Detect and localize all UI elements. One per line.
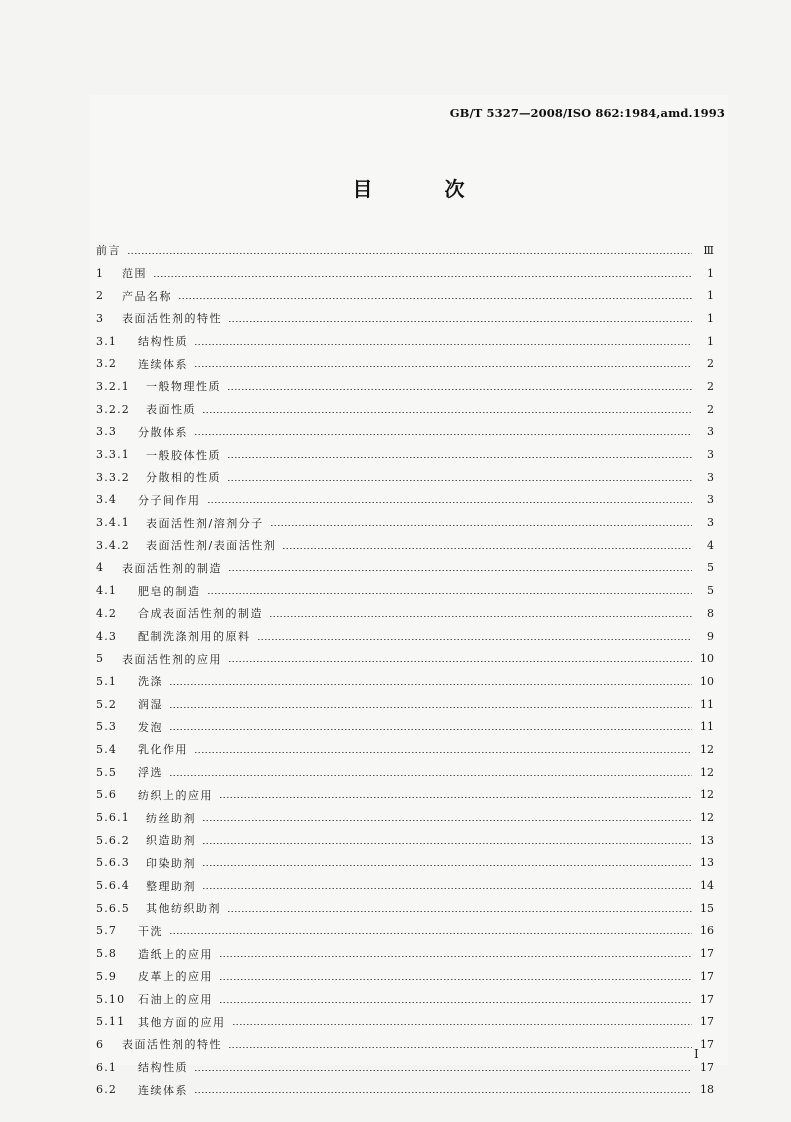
toc-entry-page: 17	[700, 1037, 714, 1051]
toc-entry[interactable]	[96, 784, 714, 807]
toc-entry-title: 发泡	[138, 720, 163, 734]
toc-entry-page: 10	[700, 674, 714, 688]
toc-entry-number: 3	[96, 311, 105, 325]
toc-entry-page: 3	[707, 493, 714, 507]
toc-entry-number: 5.1	[96, 674, 118, 688]
toc-entry[interactable]	[96, 534, 714, 557]
toc-entry-title: 前言	[96, 244, 121, 258]
toc-entry-title: 表面活性剂的特性	[122, 312, 222, 326]
toc-entry-number: 4.3	[96, 629, 118, 643]
toc-entry-page: Ⅲ	[703, 243, 714, 257]
dot-leader	[227, 389, 692, 390]
toc-entry-page: 11	[700, 697, 714, 711]
toc-entry-page: 17	[700, 947, 714, 961]
toc-entry[interactable]	[96, 511, 714, 534]
toc-entry[interactable]	[96, 1078, 714, 1101]
toc-entry[interactable]	[96, 965, 714, 988]
toc-entry[interactable]	[96, 738, 714, 761]
toc-entry[interactable]	[96, 398, 714, 421]
dot-leader	[227, 911, 692, 912]
toc-entry-page: 12	[700, 788, 714, 802]
toc-entry[interactable]	[96, 920, 714, 943]
dot-leader	[202, 843, 692, 844]
toc-entry[interactable]	[96, 602, 714, 625]
toc-entry[interactable]	[96, 988, 714, 1011]
toc-entry-number: 3.4.2	[96, 538, 130, 552]
toc-entry-page: 4	[707, 538, 714, 552]
toc-entry-page: 1	[707, 311, 714, 325]
toc-entry-number: 3.4.1	[96, 516, 130, 530]
toc-entry-page: 18	[700, 1083, 714, 1097]
toc-entry-title: 产品名称	[122, 289, 172, 303]
toc-entry-number: 6	[96, 1037, 105, 1051]
toc-entry-page: 1	[707, 266, 714, 280]
toc-entry-page: 5	[707, 561, 714, 575]
toc-entry-title: 表面活性剂/表面活性剂	[146, 539, 277, 553]
toc-entry-number: 5.4	[96, 742, 118, 756]
toc-entry-title: 纺丝助剂	[146, 811, 196, 825]
toc-entry-page: 3	[707, 470, 714, 484]
toc-entry-title: 一般胶体性质	[146, 448, 221, 462]
dot-leader	[228, 570, 692, 571]
toc-entry-page: 15	[700, 901, 714, 915]
toc-entry-number: 3.4	[96, 493, 118, 507]
toc-entry-title: 结构性质	[138, 1061, 188, 1075]
toc-entry-page: 1	[707, 289, 714, 303]
dot-leader	[202, 888, 692, 889]
toc-entry[interactable]	[96, 262, 714, 285]
toc-entry-title: 表面性质	[146, 403, 196, 417]
toc-entry[interactable]	[96, 829, 714, 852]
toc-entry-number: 5.8	[96, 947, 118, 961]
toc-entry-title: 浮选	[138, 766, 163, 780]
toc-entry-number: 5.2	[96, 697, 118, 711]
toc-entry-page: 17	[700, 992, 714, 1006]
toc-entry-title: 连续体系	[138, 357, 188, 371]
toc-entry-page: 5	[707, 584, 714, 598]
toc-entry-title: 肥皂的制造	[138, 584, 201, 598]
toc-entry[interactable]	[96, 352, 714, 375]
dot-leader	[194, 1070, 692, 1071]
toc-entry-page: 2	[707, 379, 714, 393]
toc-entry-number: 2	[96, 289, 105, 303]
toc-entry-number: 6.2	[96, 1083, 118, 1097]
toc-entry[interactable]	[96, 715, 714, 738]
toc-entry-title: 石油上的应用	[138, 993, 213, 1007]
toc-entry-title: 合成表面活性剂的制造	[138, 607, 263, 621]
dot-leader	[282, 548, 692, 549]
toc-entry-page: 12	[700, 742, 714, 756]
toc-entry-title: 织造助剂	[146, 834, 196, 848]
toc-entry-page: 2	[707, 402, 714, 416]
toc-entry-page: 3	[707, 425, 714, 439]
toc-entry-title: 分散相的性质	[146, 471, 221, 485]
dot-leader	[169, 933, 692, 934]
toc-entry-title: 整理助剂	[146, 879, 196, 893]
toc-entry-number: 4.1	[96, 584, 118, 598]
toc-entry-page: 11	[700, 720, 714, 734]
toc-entry[interactable]	[96, 284, 714, 307]
toc-entry-title: 配制洗涤剂用的原料	[138, 630, 251, 644]
toc-entry-title: 表面活性剂的特性	[122, 1038, 222, 1052]
toc-entry[interactable]	[96, 1033, 714, 1056]
page-number: I	[694, 1047, 699, 1061]
toc-entry-number: 5.5	[96, 765, 118, 779]
toc-entry-title: 纺织上的应用	[138, 788, 213, 802]
dot-leader	[207, 502, 693, 503]
toc-entry-number: 3.2.2	[96, 402, 130, 416]
toc-entry[interactable]	[96, 375, 714, 398]
toc-entry-title: 印染助剂	[146, 856, 196, 870]
toc-entry-number: 3.3.1	[96, 448, 130, 462]
toc-entry-number: 4.2	[96, 606, 118, 620]
toc-entry-title: 干洗	[138, 924, 163, 938]
toc-entry-page: 14	[700, 879, 714, 893]
dot-leader	[202, 820, 692, 821]
toc-entry-title: 一般物理性质	[146, 380, 221, 394]
toc-entry-title: 范围	[122, 267, 147, 281]
toc-entry[interactable]	[96, 579, 714, 602]
dot-leader	[228, 321, 692, 322]
toc-entry[interactable]	[96, 307, 714, 330]
toc-entry-number: 3.3.2	[96, 470, 130, 484]
toc-entry-number: 3.3	[96, 425, 118, 439]
toc-entry-number: 5.11	[96, 1015, 126, 1029]
toc-entry[interactable]	[96, 670, 714, 693]
toc-entry-number: 5.6.1	[96, 811, 130, 825]
toc-entry-number: 5.6.3	[96, 856, 130, 870]
toc-entry-title: 分子间作用	[138, 493, 201, 507]
toc-entry-page: 17	[700, 1015, 714, 1029]
toc-entry-page: 1	[707, 334, 714, 348]
toc-entry-number: 5.6.4	[96, 879, 130, 893]
toc-entry-page: 16	[700, 924, 714, 938]
dot-leader	[169, 729, 692, 730]
dot-leader	[194, 752, 692, 753]
toc-entry[interactable]	[96, 239, 714, 262]
toc-entry-page: 3	[707, 448, 714, 462]
dot-leader	[219, 979, 692, 980]
dot-leader	[127, 253, 692, 254]
toc-entry-number: 5.6.5	[96, 901, 130, 915]
toc-entry-title: 结构性质	[138, 335, 188, 349]
dot-leader	[232, 1024, 693, 1025]
dot-leader	[227, 457, 692, 458]
toc-entry[interactable]	[96, 489, 714, 512]
toc-entry[interactable]	[96, 1056, 714, 1079]
toc-entry[interactable]	[96, 761, 714, 784]
toc-entry[interactable]	[96, 1010, 714, 1033]
toc-entry-number: 5.7	[96, 924, 118, 938]
toc-entry-number: 5.3	[96, 720, 118, 734]
toc-entry-title: 表面活性剂/溶剂分子	[146, 516, 264, 530]
toc-entry-page: 12	[700, 811, 714, 825]
toc-entry-title: 洗涤	[138, 675, 163, 689]
toc-entry-page: 2	[707, 357, 714, 371]
toc-entry-title: 乳化作用	[138, 743, 188, 757]
toc-entry[interactable]	[96, 421, 714, 444]
toc-entry[interactable]	[96, 806, 714, 829]
toc-entry-page: 17	[700, 969, 714, 983]
dot-leader	[228, 661, 692, 662]
toc-entry-title: 连续体系	[138, 1083, 188, 1097]
toc-entry-number: 5	[96, 652, 105, 666]
toc-entry-number: 5.6	[96, 788, 118, 802]
toc-entry[interactable]	[96, 443, 714, 466]
toc-title: 目 次	[352, 177, 491, 201]
toc-entry-page: 9	[707, 629, 714, 643]
toc-entry-page: 3	[707, 516, 714, 530]
dot-leader	[219, 956, 692, 957]
toc-entry-title: 皮革上的应用	[138, 970, 213, 984]
dot-leader	[194, 344, 692, 345]
dot-leader	[207, 593, 693, 594]
dot-leader	[228, 1047, 692, 1048]
dot-leader	[219, 1002, 692, 1003]
toc-entry-number: 5.6.2	[96, 833, 130, 847]
dot-leader	[269, 616, 692, 617]
toc-entry-title: 表面活性剂的制造	[122, 561, 222, 575]
toc-entry-number: 1	[96, 266, 105, 280]
toc-entry-number: 4	[96, 561, 105, 575]
dot-leader	[270, 525, 692, 526]
toc-entry[interactable]	[96, 852, 714, 875]
toc-entry-title: 润湿	[138, 698, 163, 712]
toc-entry[interactable]	[96, 466, 714, 489]
toc-entry-title: 其他方面的应用	[138, 1015, 226, 1029]
toc-entry-title: 其他纺织助剂	[146, 902, 221, 916]
dot-leader	[178, 298, 692, 299]
toc-entry[interactable]	[96, 647, 714, 670]
dot-leader	[194, 434, 692, 435]
toc-entry-title: 造纸上的应用	[138, 947, 213, 961]
dot-leader	[194, 1092, 692, 1093]
toc-entry[interactable]	[96, 942, 714, 965]
dot-leader	[227, 480, 692, 481]
toc-entry-page: 12	[700, 765, 714, 779]
dot-leader	[194, 366, 692, 367]
toc-entry-number: 3.2.1	[96, 379, 130, 393]
toc-entry-number: 5.9	[96, 969, 118, 983]
dot-leader	[219, 797, 692, 798]
toc-entry-number: 3.2	[96, 357, 118, 371]
toc-entry[interactable]	[96, 897, 714, 920]
toc-entry-number: 6.1	[96, 1060, 118, 1074]
toc-entry[interactable]	[96, 330, 714, 353]
dot-leader	[169, 684, 692, 685]
dot-leader	[202, 865, 692, 866]
toc-entry[interactable]	[96, 557, 714, 580]
dot-leader	[153, 276, 692, 277]
toc-entry[interactable]	[96, 693, 714, 716]
toc-entry-page: 13	[700, 833, 714, 847]
toc-entry-page: 13	[700, 856, 714, 870]
toc-entry-number: 5.10	[96, 992, 126, 1006]
toc-entry-title: 表面活性剂的应用	[122, 652, 222, 666]
toc-entry-page: 10	[700, 652, 714, 666]
toc-entry-title: 分散体系	[138, 425, 188, 439]
toc-entry[interactable]	[96, 625, 714, 648]
standard-code: GB/T 5327—2008/ISO 862:1984,amd.1993	[449, 106, 725, 120]
toc-entry-number: 3.1	[96, 334, 118, 348]
dot-leader	[202, 412, 692, 413]
dot-leader	[169, 775, 692, 776]
toc-entry[interactable]	[96, 874, 714, 897]
toc-entry-page: 8	[707, 606, 714, 620]
dot-leader	[169, 707, 692, 708]
toc-entry-page: 17	[700, 1060, 714, 1074]
table-of-contents	[96, 239, 714, 1101]
dot-leader	[257, 639, 693, 640]
